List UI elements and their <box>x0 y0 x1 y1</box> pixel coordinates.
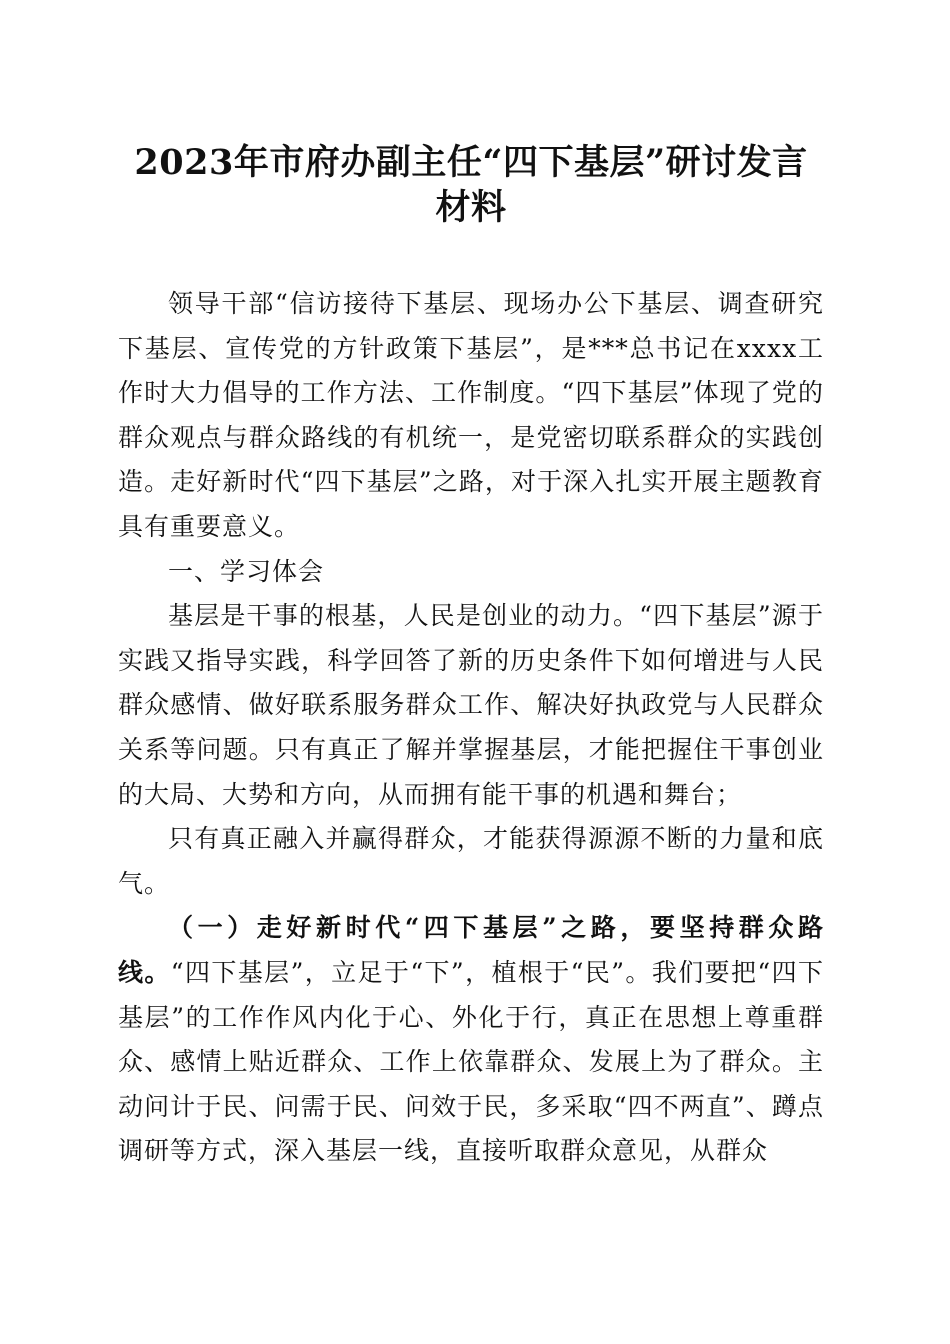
section-paragraph-2: 只有真正融入并赢得群众，才能获得源源不断的力量和底气。 <box>118 824 824 898</box>
document-body <box>118 282 824 1174</box>
subsection-text: “四下基层”，立足于“下”，植根于“民”。我们要把“四下基层”的工作作风内化于心、外化于行，真正在思想上尊重群众、感情上贴近群众、工作上依靠群众、发展上为了群众。主动问计于民、问需于民、问效于民，多采取“四不两直”、蹲点调研等方式，深入基层一线，直接听取群众意见，从群众 <box>118 957 824 1166</box>
subsection-paragraph <box>118 906 824 1174</box>
document-page <box>118 0 824 1174</box>
subsection-heading: （一）走好新时代“四下基层”之路，要坚持群众路线。 <box>118 913 824 987</box>
intro-paragraph: 领导干部“信访接待下基层、现场办公下基层、调查研究下基层、宣传党的方针政策下基层”，是***总书记在xxxx工作时大力倡导的工作方法、工作制度。“四下基层”体现了党的群众观点与群众路线的有机统一，是党密切联系群众的实践创造。走好新时代“四下基层”之路，对于深入扎实开展主题教育具有重要意义。 <box>118 289 824 541</box>
section-paragraph-1: 基层是干事的根基，人民是创业的动力。“四下基层”源于实践又指导实践，科学回答了新的历史条件下如何增进与人民群众感情、做好联系服务群众工作、解决好执政党与人民群众关系等问题。只有真正了解并掌握基层，才能把握住干事创业的大局、大势和方向，从而拥有能干事的机遇和舞台； <box>118 601 824 809</box>
document-title: 2023年市府办副主任“四下基层”研讨发言材料 <box>134 142 808 228</box>
section-heading-study: 一、学习体会 <box>168 556 325 586</box>
